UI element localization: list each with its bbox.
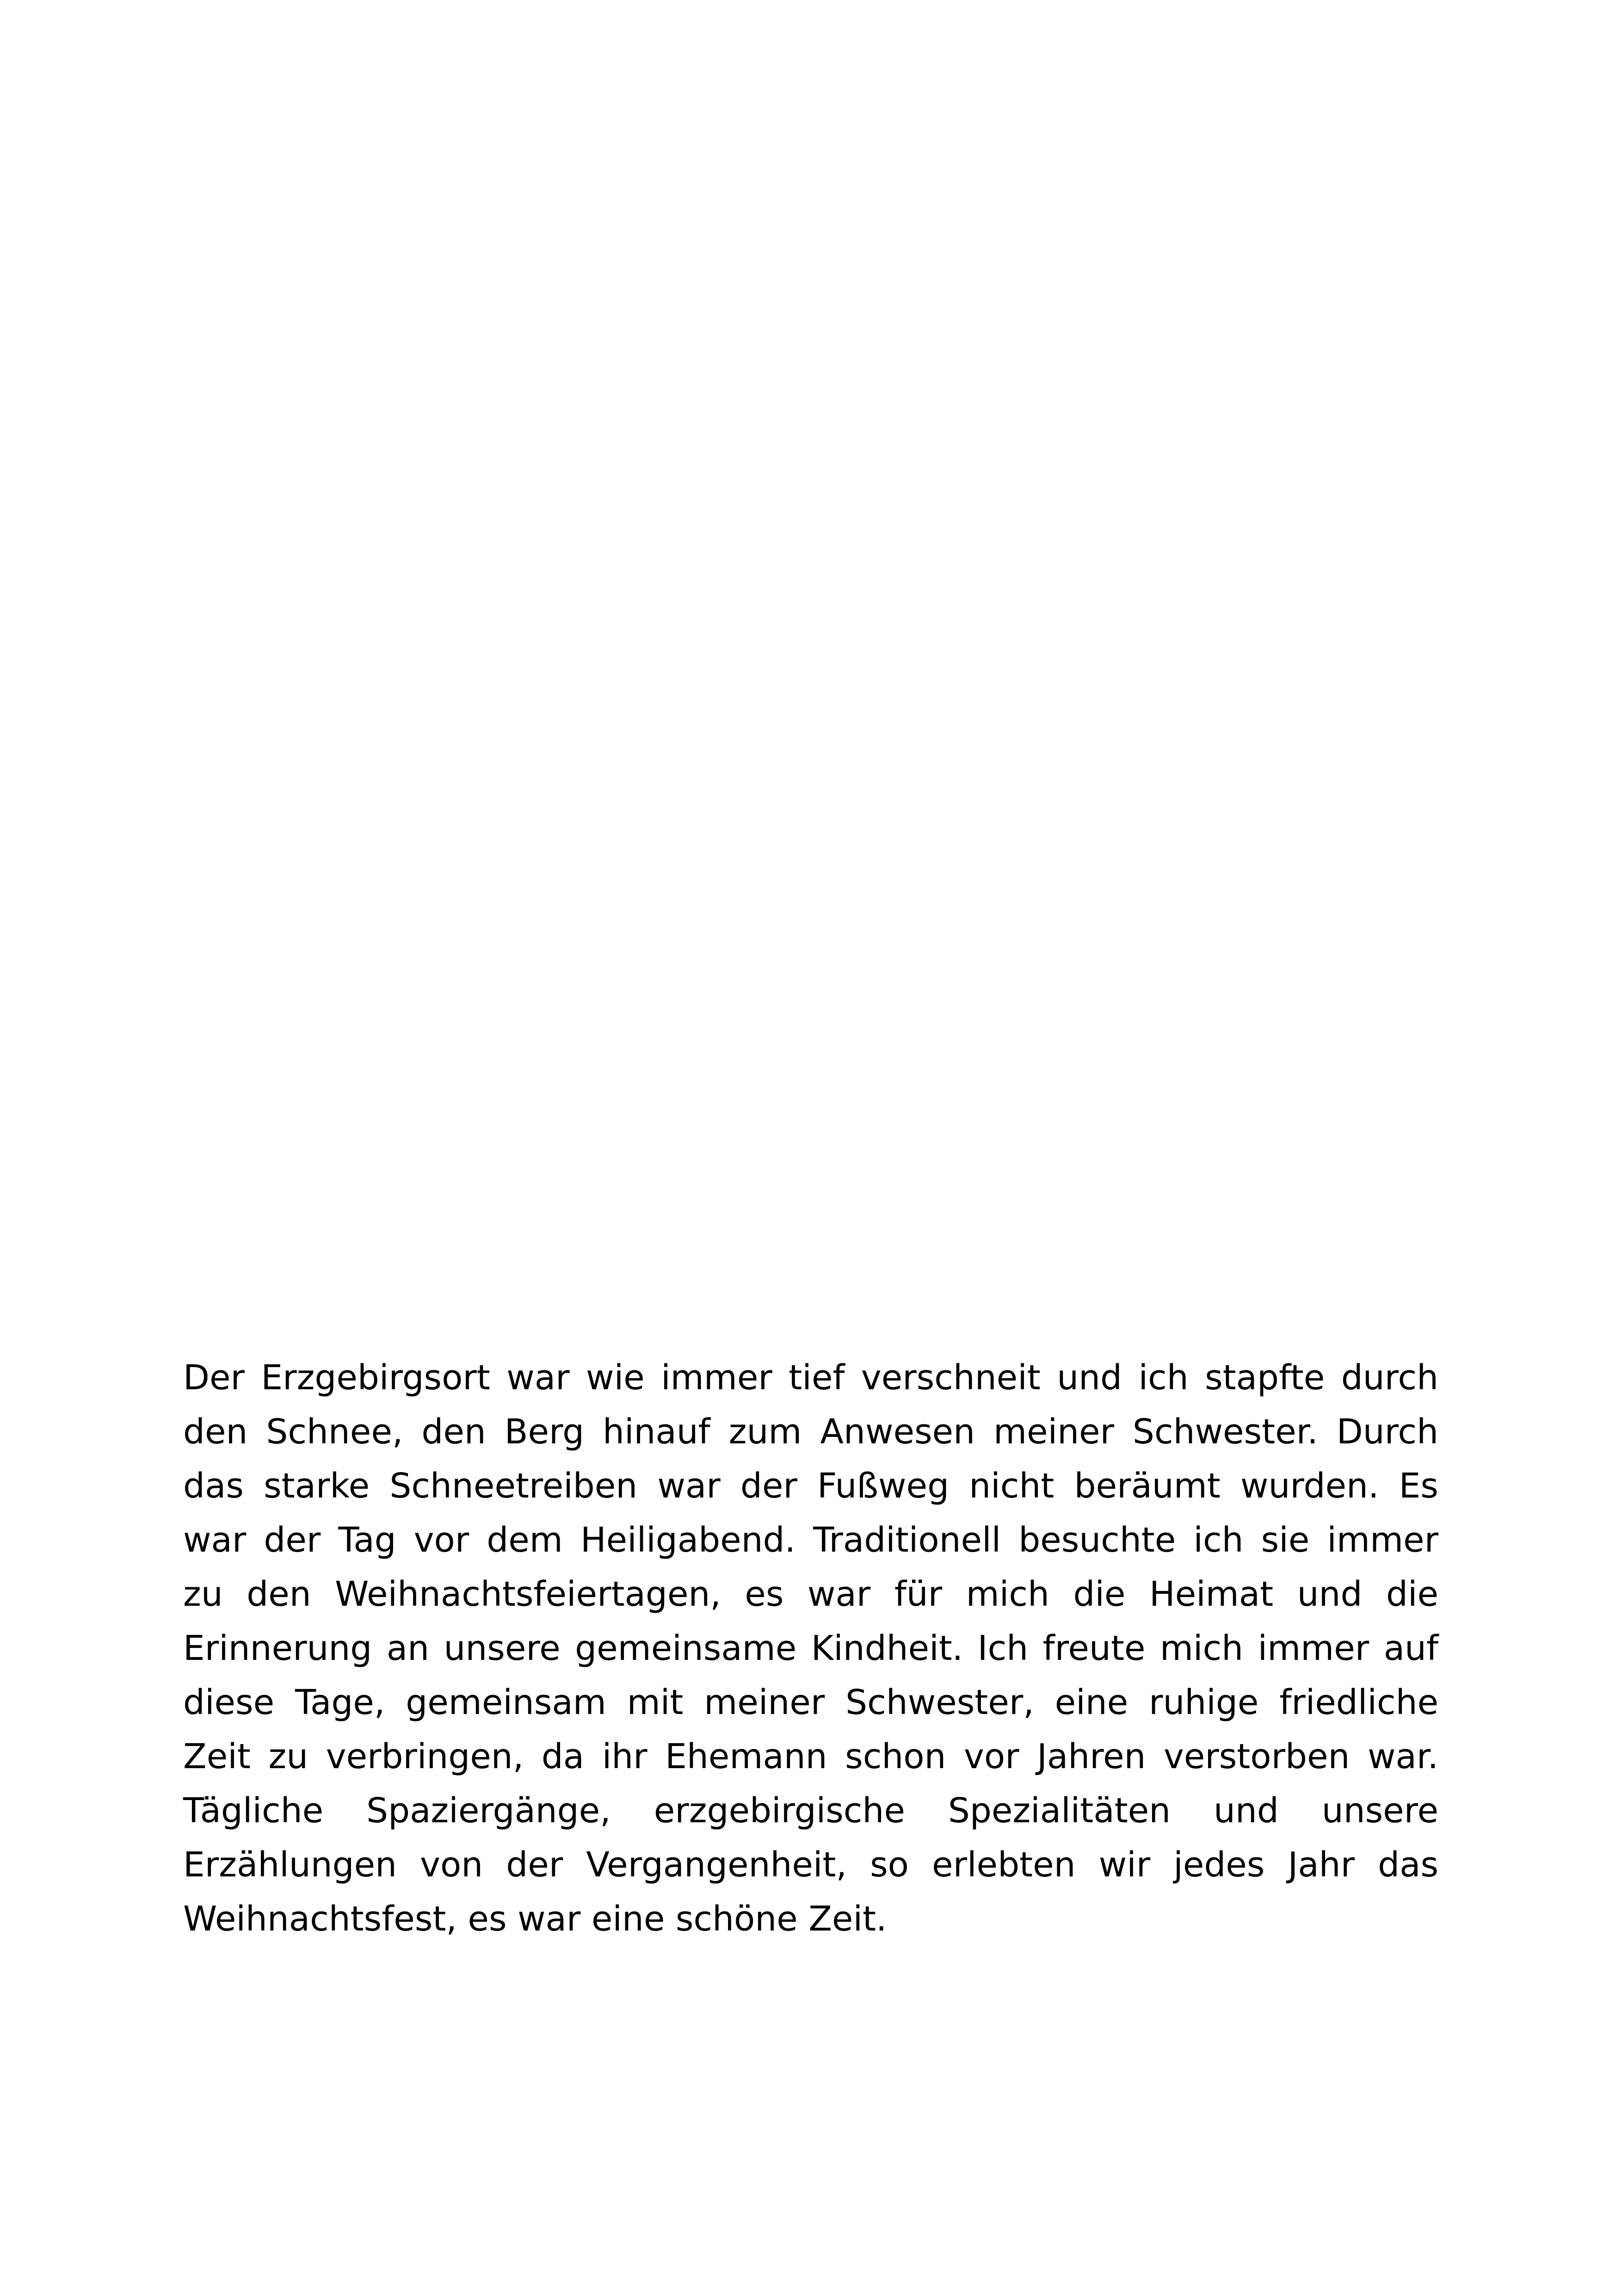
paragraph-line-11: Weihnachtsfest, es war eine schöne Zeit. [183, 1899, 887, 1939]
paragraph-line-9: Tägliche Spaziergänge, erzgebirgische Spezialitäten und unsere [183, 1791, 1438, 1831]
paragraph-line-7: diese Tage, gemeinsam mit meiner Schwester, eine ruhige friedliche [183, 1683, 1438, 1722]
paragraph-line-6: Erinnerung an unsere gemeinsame Kindheit. Ich freute mich immer auf [183, 1628, 1438, 1668]
paragraph-line-3: das starke Schneetreiben war der Fußweg nicht beräumt wurden. Es [183, 1466, 1438, 1506]
paragraph-line-1: Der Erzgebirgsort war wie immer tief verschneit und ich stapfte durch [183, 1358, 1438, 1398]
paragraph-line-8: Zeit zu verbringen, da ihr Ehemann schon vor Jahren verstorben war. [183, 1737, 1438, 1776]
paragraph-line-4: war der Tag vor dem Heiligabend. Traditionell besuchte ich sie immer [183, 1520, 1438, 1560]
body-paragraph [183, 1351, 1438, 1946]
paragraph-line-5: zu den Weihnachtsfeiertagen, es war für mich die Heimat und die [183, 1574, 1438, 1614]
paragraph-line-2: den Schnee, den Berg hinauf zum Anwesen meiner Schwester. Durch [183, 1412, 1438, 1452]
paragraph-line-10: Erzählungen von der Vergangenheit, so erlebten wir jedes Jahr das [183, 1845, 1438, 1885]
